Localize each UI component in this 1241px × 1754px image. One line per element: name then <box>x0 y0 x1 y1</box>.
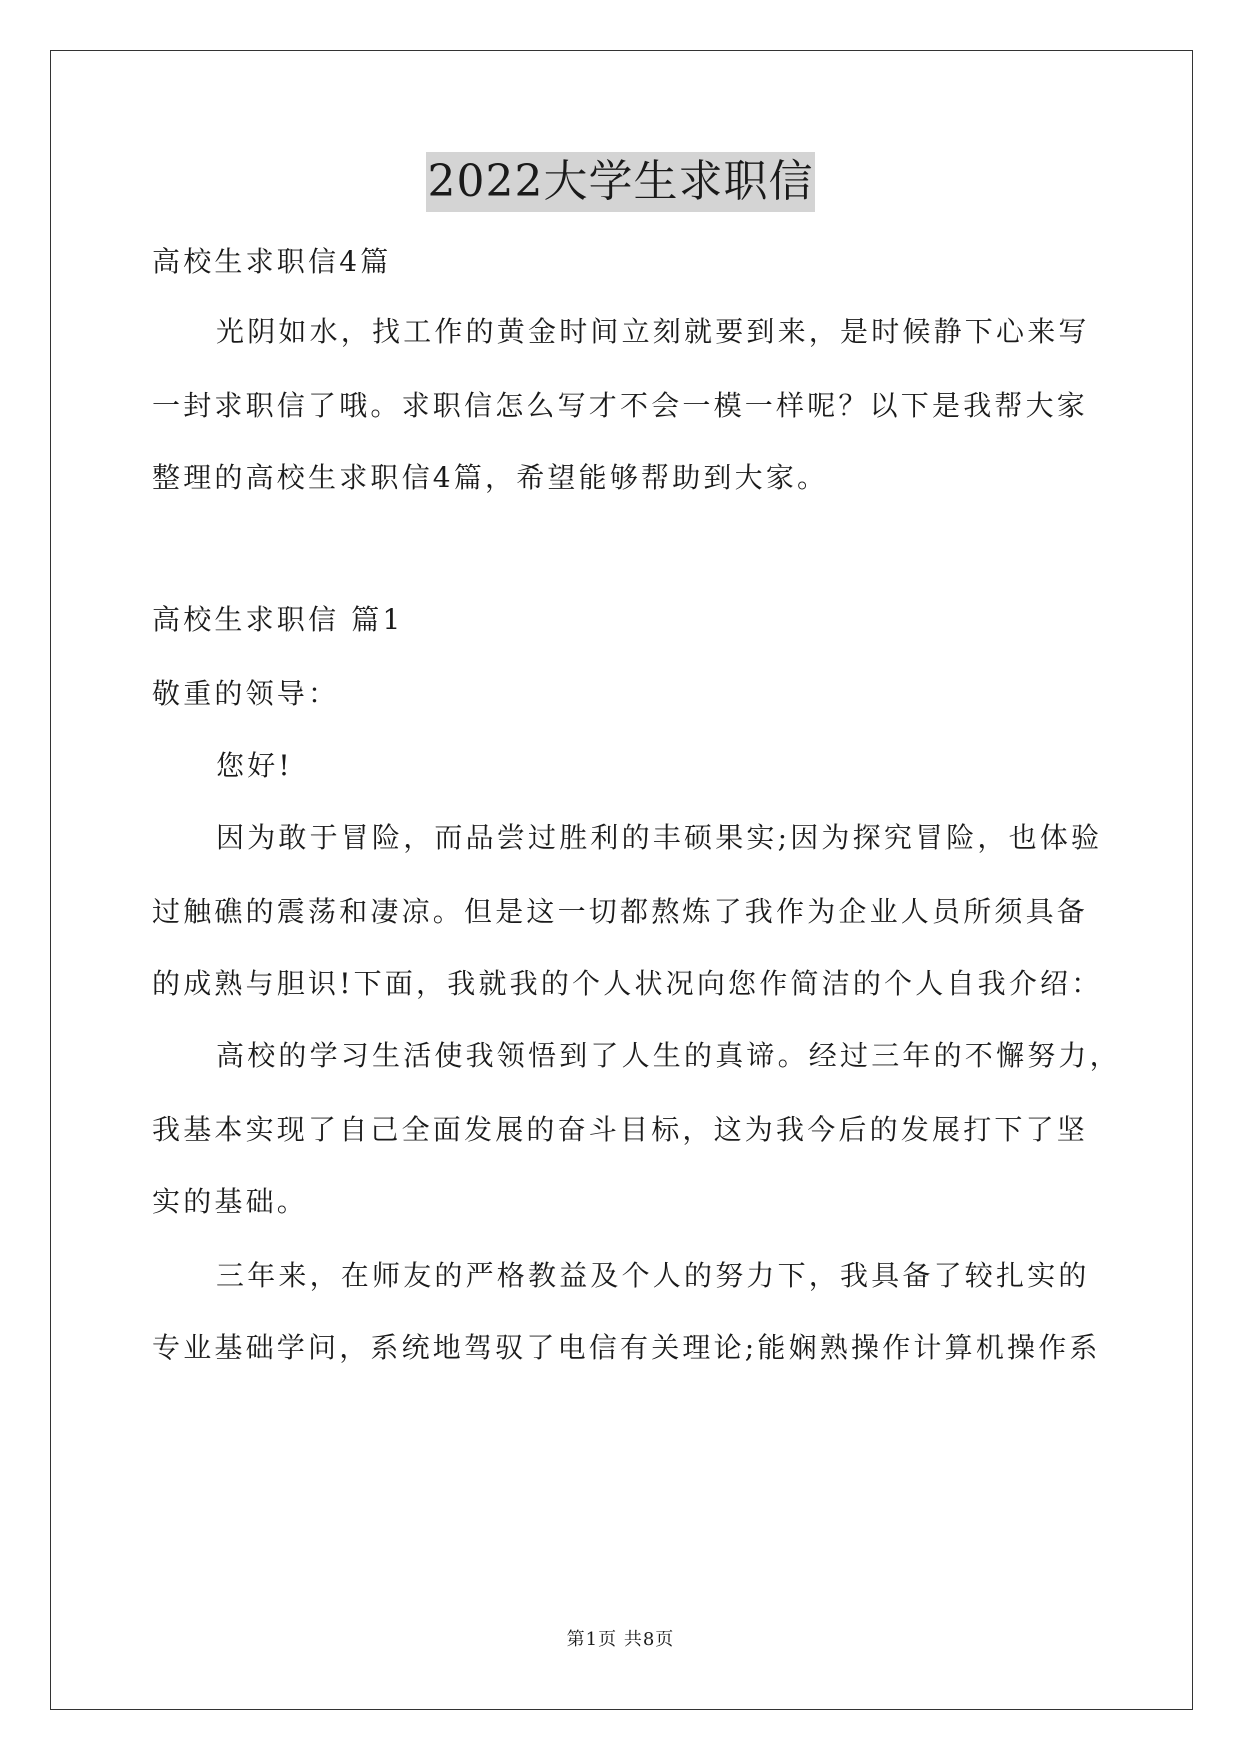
salutation: 敬重的领导： <box>152 677 340 710</box>
paragraph-line: 实的基础。 <box>152 1185 309 1218</box>
paragraph-line: 光阴如水，找工作的黄金时间立刻就要到来，是时候静下心来写 <box>216 315 1090 348</box>
paragraph-line: 高校的学习生活使我领悟到了人生的真谛。经过三年的不懈努力， <box>216 1039 1121 1072</box>
page-footer: 第1页 共8页 <box>566 1629 675 1650</box>
paragraph-line: 的成熟与胆识!下面，我就我的个人状况向您作简洁的个人自我介绍： <box>152 967 1103 1000</box>
page-border <box>50 50 1193 1710</box>
paragraph-line: 我基本实现了自己全面发展的奋斗目标，这为我今后的发展打下了坚 <box>152 1113 1089 1146</box>
section-heading: 高校生求职信 篇1 <box>152 603 404 636</box>
title-container <box>0 152 1241 212</box>
document-title: 2022大学生求职信 <box>426 152 816 212</box>
greeting: 您好! <box>216 749 293 782</box>
paragraph-line: 一封求职信了哦。求职信怎么写才不会一模一样呢？以下是我帮大家 <box>152 389 1089 422</box>
paragraph-line: 整理的高校生求职信4篇，希望能够帮助到大家。 <box>152 461 829 494</box>
paragraph-line: 三年来，在师友的严格教益及个人的努力下，我具备了较扎实的 <box>216 1259 1090 1292</box>
paragraph-line: 专业基础学问，系统地驾驭了电信有关理论;能娴熟操作计算机操作系 <box>152 1331 1101 1364</box>
paragraph-line: 过触礁的震荡和凄凉。但是这一切都熬炼了我作为企业人员所须具备 <box>152 895 1089 928</box>
paragraph-line: 因为敢于冒险，而品尝过胜利的丰硕果实;因为探究冒险，也体验 <box>216 821 1103 854</box>
subtitle-line: 高校生求职信4篇 <box>152 245 392 278</box>
